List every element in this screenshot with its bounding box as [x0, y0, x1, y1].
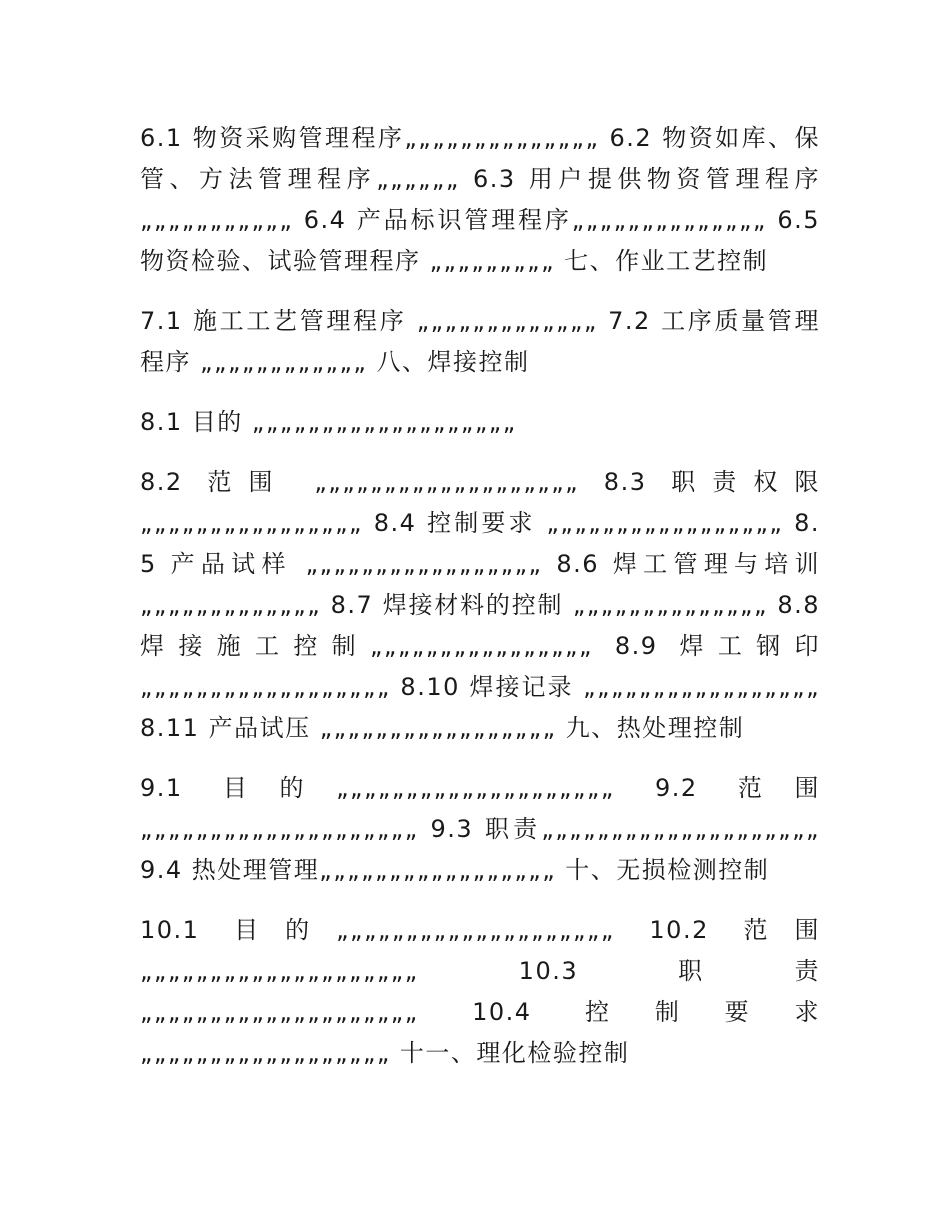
- document-body: [140, 118, 820, 1093]
- toc-paragraph-6: 6.1 物资采购管理程序„„„„„„„„„„„„„„ 6.2 物资如库、保管、方法管理程序„„„„„„ 6.3 用户提供物资管理程序„„„„„„„„„„„ 6.4 产品标识管理程序„„„„„„„„„„„„„„ 6.5 物资检验、试验管理程序 „„„„„„„„„ 七、作业工艺控制: [140, 124, 820, 275]
- toc-paragraph-7: 7.1 施工工艺管理程序 „„„„„„„„„„„„„ 7.2 工序质量管理程序 „„„„„„„„„„„„ 八、焊接控制: [140, 307, 820, 376]
- toc-paragraph-9: 9.1 目的„„„„„„„„„„„„„„„„„„„„ 9.2 范围„„„„„„„„„„„„„„„„„„„„ 9.3 职责„„„„„„„„„„„„„„„„„„„„ 9.4 热处理管理„„„„„„„„„„„„„„„„„ 十、无损检测控制: [140, 774, 820, 884]
- toc-paragraph-8: 8.2 范围 „„„„„„„„„„„„„„„„„„„ 8.3 职责权限 „„„„„„„„„„„„„„„„ 8.4 控制要求 „„„„„„„„„„„„„„„„„ 8.5 产品试样 „„„„„„„„„„„„„„„„„ 8.6 焊工管理与培训 „„„„„„„„„„„„„ 8.7 焊接材料的控制 „„„„„„„„„„„„„„ 8.8 焊接施工控制„„„„„„„„„„„„„„„„ 8.9 焊工钢印„„„„„„„„„„„„„„„„„„ 8.10 焊接记录 „„„„„„„„„„„„„„„„„ 8.11 产品试压 „„„„„„„„„„„„„„„„„ 九、热处理控制: [140, 468, 820, 742]
- toc-paragraph-10: 10.1 目的„„„„„„„„„„„„„„„„„„„„ 10.2 范围„„„„„„„„„„„„„„„„„„„„ 10.3 职责„„„„„„„„„„„„„„„„„„„„ 10.4 控制要求„„„„„„„„„„„„„„„„„„ 十一、理化检验控制: [140, 916, 820, 1067]
- toc-paragraph-8-1: 8.1 目的 „„„„„„„„„„„„„„„„„„„: [140, 408, 517, 436]
